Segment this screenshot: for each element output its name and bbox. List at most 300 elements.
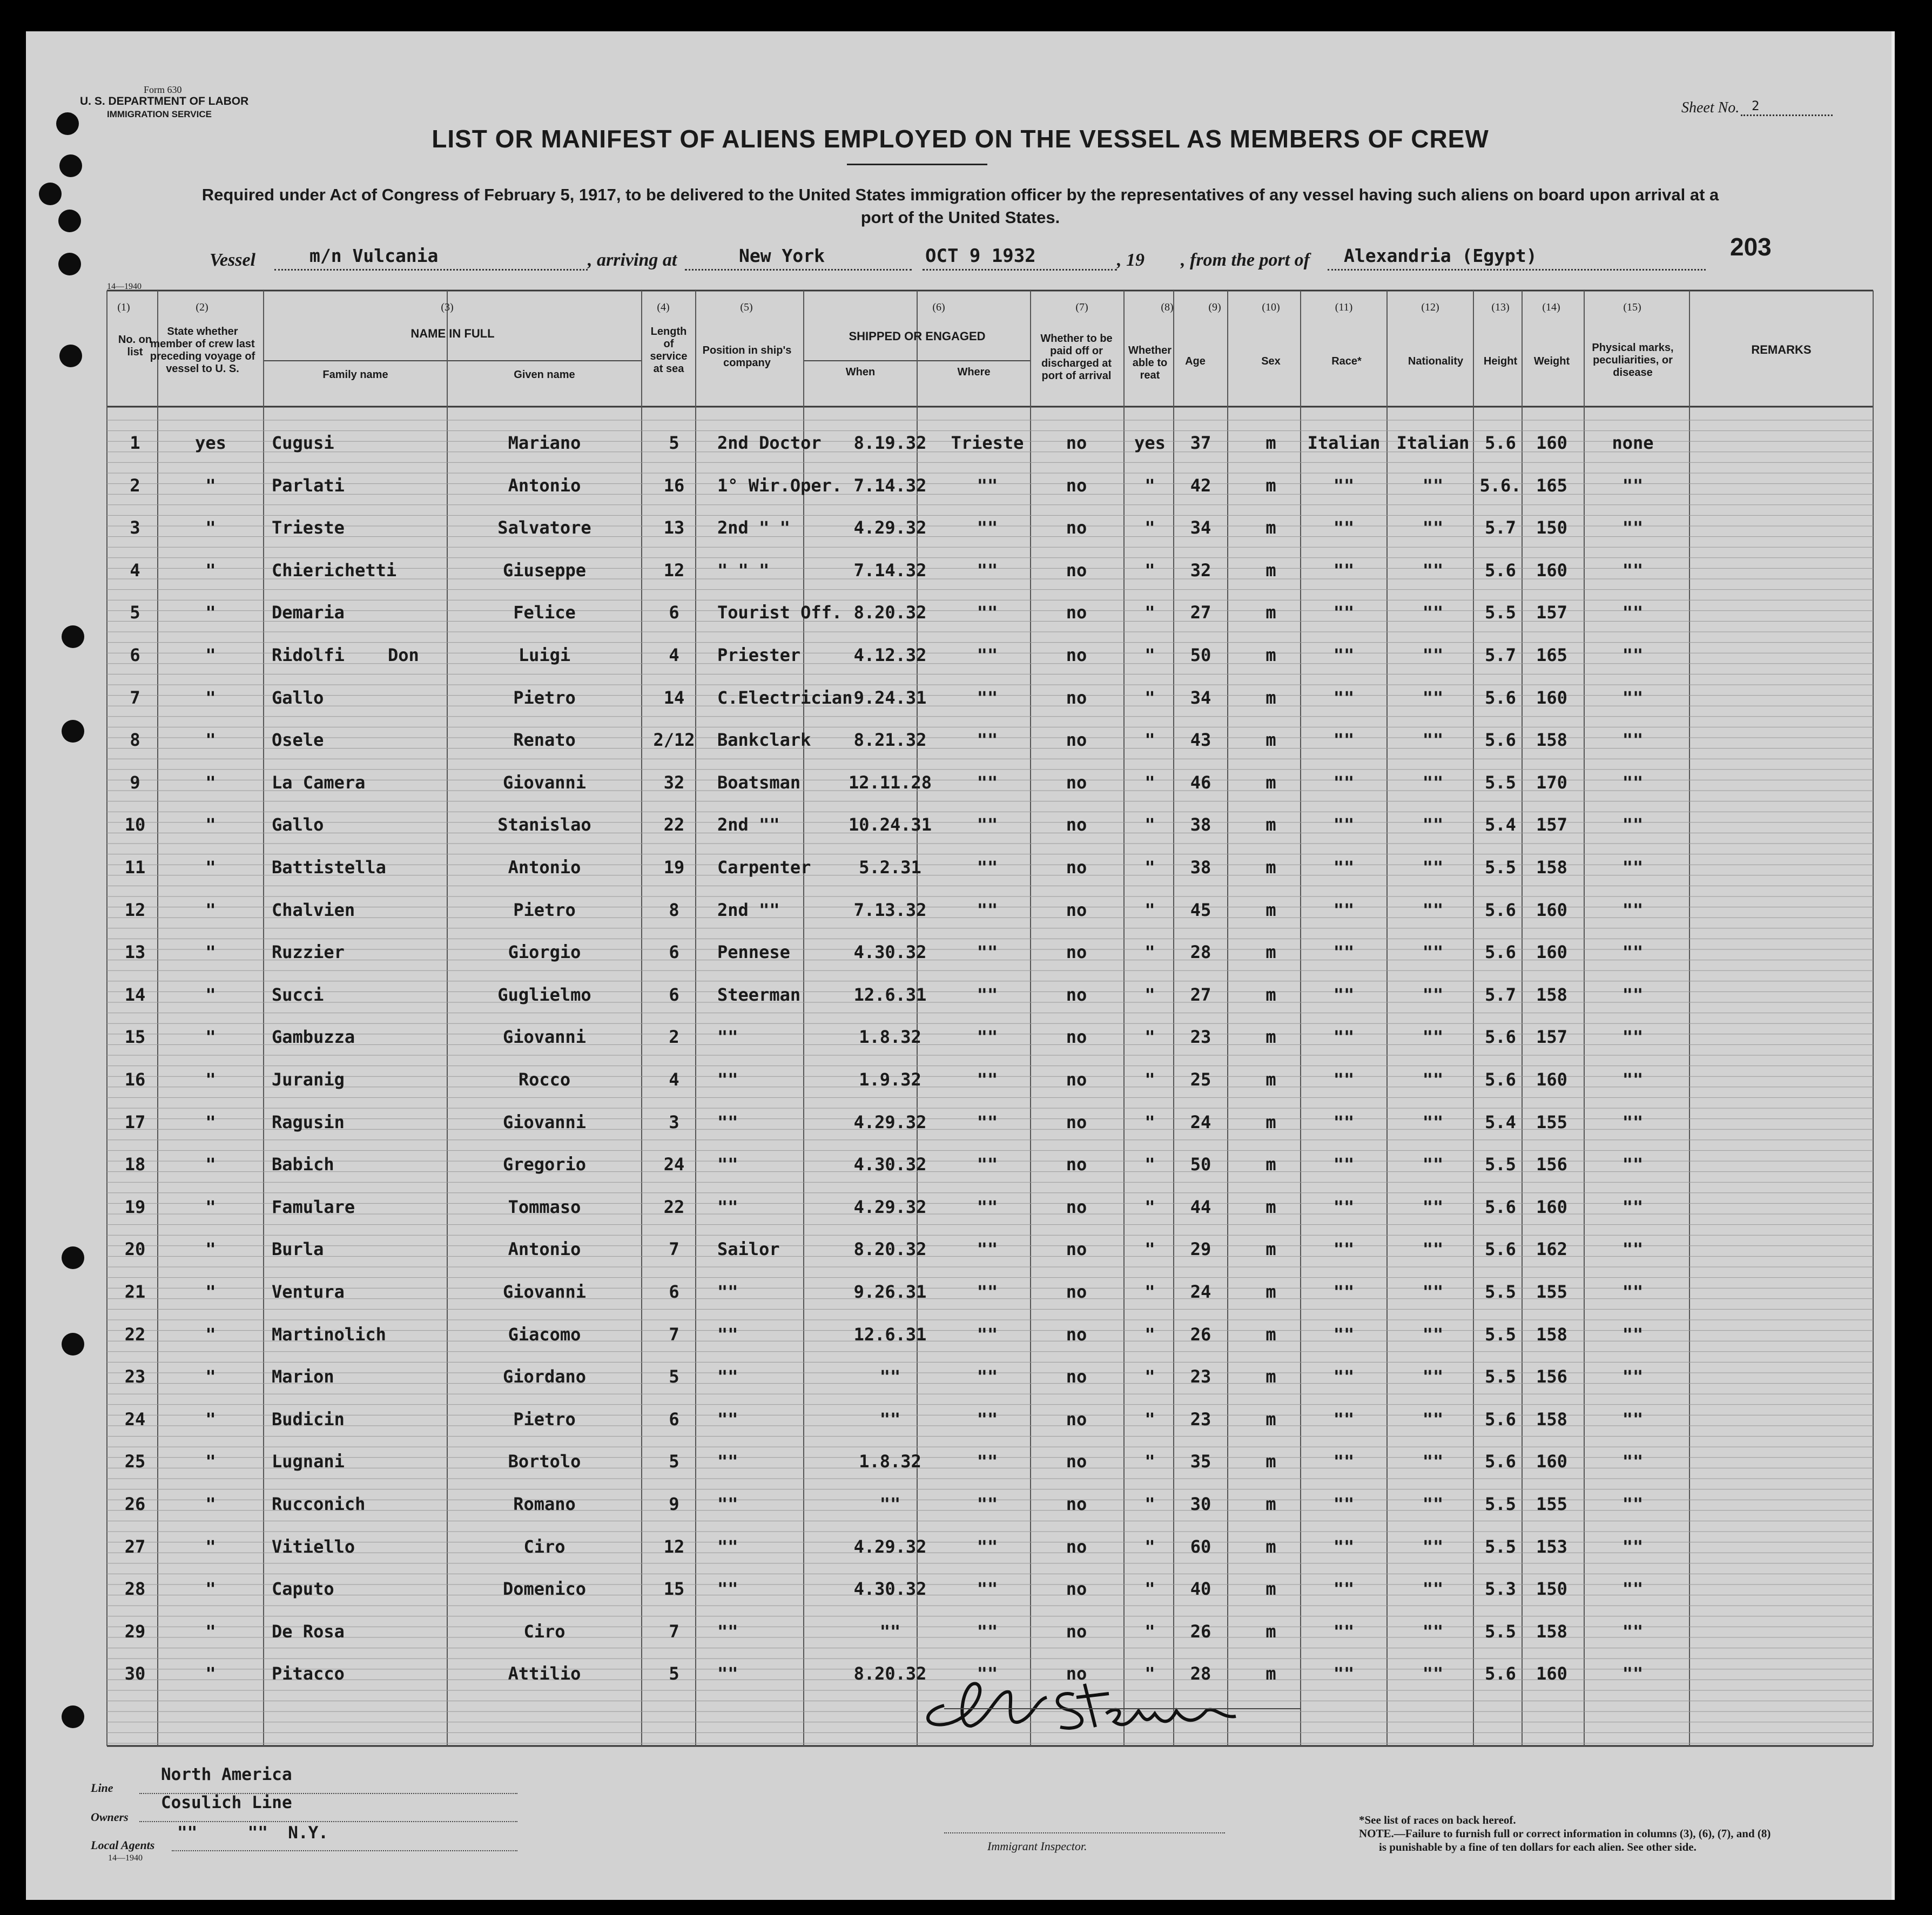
- manifest-sheet: [26, 31, 1895, 1900]
- physical-marks: "": [1622, 1196, 1644, 1217]
- table-row: [26, 803, 1895, 846]
- table-row: [26, 973, 1895, 1016]
- given-name: Rocco: [518, 1069, 571, 1090]
- previous-voyage: ": [205, 1366, 216, 1387]
- penalty-note-line2: is punishable by a fine of ten dollars for each alien. See other side.: [1379, 1840, 1697, 1853]
- engaged-where: "": [977, 1239, 998, 1260]
- weight: 160: [1536, 1196, 1567, 1217]
- owners-label: Owners: [91, 1810, 129, 1824]
- age: 38: [1190, 814, 1211, 835]
- weight: 155: [1536, 1282, 1567, 1302]
- engaged-when: 4.30.32: [853, 942, 927, 963]
- paid-off: no: [1066, 1324, 1087, 1345]
- ship-position: Steerman: [717, 984, 801, 1005]
- sex: m: [1265, 1451, 1276, 1472]
- physical-marks: "": [1622, 1324, 1644, 1345]
- page-title: LIST OR MANIFEST OF ALIENS EMPLOYED ON THE VESSEL AS MEMBERS OF CREW: [432, 125, 1489, 153]
- age: 26: [1190, 1621, 1211, 1642]
- height: 5.5: [1485, 772, 1516, 793]
- ship-position: Sailor: [717, 1239, 780, 1260]
- able-to-reat: ": [1145, 602, 1155, 623]
- year-label: , 19: [1117, 250, 1145, 270]
- row-number: 5: [130, 602, 140, 623]
- previous-voyage: ": [205, 1408, 216, 1429]
- height: 5.6: [1485, 899, 1516, 920]
- nationality: "": [1422, 602, 1444, 623]
- form-number: Form 630: [144, 84, 182, 95]
- physical-marks: "": [1622, 1536, 1644, 1557]
- sex: m: [1265, 772, 1276, 793]
- engaged-when: "": [879, 1366, 901, 1387]
- sex: m: [1265, 433, 1276, 453]
- table-row: [26, 591, 1895, 634]
- agents-value: "" "" N.Y.: [177, 1823, 328, 1843]
- engaged-where: "": [977, 814, 998, 835]
- engaged-where: "": [977, 1408, 998, 1429]
- paid-off: no: [1066, 1621, 1087, 1642]
- previous-voyage: ": [205, 475, 216, 496]
- given-name: Renato: [513, 730, 576, 751]
- age: 27: [1190, 984, 1211, 1005]
- engaged-when: 9.26.31: [853, 1282, 927, 1302]
- service-length: 5: [669, 1451, 679, 1472]
- engaged-when: 9.24.31: [853, 687, 927, 708]
- physical-marks: "": [1622, 559, 1644, 581]
- header-paid-off: Whether to be paid off or discharged at port of arrival: [1040, 333, 1113, 382]
- family-name: Famulare: [272, 1196, 355, 1217]
- ship-position: Tourist Off.: [717, 602, 843, 623]
- table-row: [26, 1355, 1895, 1398]
- sex: m: [1265, 1366, 1276, 1387]
- sex: m: [1265, 517, 1276, 538]
- paid-off: no: [1066, 942, 1087, 963]
- row-number: 28: [124, 1579, 146, 1600]
- engaged-when: 7.14.32: [853, 559, 927, 581]
- previous-voyage: ": [205, 1282, 216, 1302]
- paid-off: no: [1066, 475, 1087, 496]
- given-name: Felice: [513, 602, 576, 623]
- table-row: [26, 1101, 1895, 1144]
- paid-off: no: [1066, 1282, 1087, 1302]
- previous-voyage: ": [205, 942, 216, 963]
- race: "": [1333, 1663, 1355, 1684]
- nationality: "": [1422, 1536, 1444, 1557]
- row-number: 3: [130, 517, 140, 538]
- family-name: Chalvien: [272, 899, 355, 920]
- engaged-when: 4.29.32: [853, 1536, 927, 1557]
- weight: 155: [1536, 1111, 1567, 1132]
- nationality: Italian: [1396, 433, 1470, 453]
- family-name: Burla: [272, 1239, 324, 1260]
- engaged-where: "": [977, 559, 998, 581]
- service-length: 5: [669, 1366, 679, 1387]
- previous-voyage: ": [205, 1579, 216, 1600]
- table-row: [26, 1567, 1895, 1610]
- family-name: Caputo: [272, 1579, 334, 1600]
- ship-position: Bankclark: [717, 730, 811, 751]
- able-to-reat: ": [1145, 1408, 1155, 1429]
- height: 5.6: [1485, 687, 1516, 708]
- family-name: Ruzzier: [272, 942, 345, 963]
- engaged-where: "": [977, 1451, 998, 1472]
- row-number: 11: [124, 857, 146, 878]
- service-length: 22: [663, 814, 685, 835]
- physical-marks: "": [1622, 1451, 1644, 1472]
- engaged-where: "": [977, 1621, 998, 1642]
- table-row: [26, 464, 1895, 507]
- age: 34: [1190, 687, 1211, 708]
- height: 5.6: [1485, 559, 1516, 581]
- header-shipped-engaged: SHIPPED OR ENGAGED: [849, 329, 986, 343]
- age: 37: [1190, 433, 1211, 453]
- race: "": [1333, 942, 1355, 963]
- service-length: 13: [663, 517, 685, 538]
- age: 26: [1190, 1324, 1211, 1345]
- nationality: "": [1422, 730, 1444, 751]
- form-subtitle: Required under Act of Congress of February 5, 1917, to be delivered to the United States immigration officer by the representatives of any vessel having such aliens on board upon arrival at a: [201, 185, 1719, 204]
- physical-marks: "": [1622, 1239, 1644, 1260]
- family-name: Pitacco: [272, 1663, 345, 1684]
- height: 5.6: [1485, 942, 1516, 963]
- row-number: 1: [130, 433, 140, 453]
- paid-off: no: [1066, 899, 1087, 920]
- family-name: Martinolich: [272, 1324, 386, 1345]
- sex: m: [1265, 1536, 1276, 1557]
- agents-underline: [172, 1850, 517, 1851]
- able-to-reat: ": [1145, 984, 1155, 1005]
- family-name: Osele: [272, 730, 324, 751]
- engaged-when: 8.19.32: [853, 433, 927, 453]
- given-name: Domenico: [502, 1579, 587, 1600]
- engaged-when: 1.8.32: [859, 1027, 921, 1048]
- ship-position: 1° Wir.Oper.: [717, 475, 843, 496]
- race: "": [1333, 857, 1355, 878]
- previous-voyage: ": [205, 1663, 216, 1684]
- age: 34: [1190, 517, 1211, 538]
- given-name: Romano: [513, 1494, 576, 1514]
- row-number: 15: [124, 1027, 146, 1048]
- col-num-5: (5): [740, 301, 753, 313]
- service-length: 6: [669, 984, 679, 1005]
- sex: m: [1265, 1282, 1276, 1302]
- engaged-where: "": [977, 1663, 998, 1684]
- ship-position: "": [717, 1536, 738, 1557]
- weight: 160: [1536, 899, 1567, 920]
- row-number: 25: [124, 1451, 146, 1472]
- given-name: Stanislao: [497, 814, 591, 835]
- physical-marks: "": [1622, 475, 1644, 496]
- engaged-when: 4.29.32: [853, 517, 927, 538]
- able-to-reat: ": [1145, 857, 1155, 878]
- row-number: 9: [130, 772, 140, 793]
- paid-off: no: [1066, 1027, 1087, 1048]
- table-row: [26, 1610, 1895, 1653]
- paid-off: no: [1066, 1154, 1087, 1175]
- weight: 155: [1536, 1494, 1567, 1514]
- sex: m: [1265, 814, 1276, 835]
- weight: 156: [1536, 1366, 1567, 1387]
- previous-voyage: ": [205, 1451, 216, 1472]
- engaged-when: 12.11.28: [848, 772, 932, 793]
- engaged-when: "": [879, 1408, 901, 1429]
- age: 60: [1190, 1536, 1211, 1557]
- race: "": [1333, 687, 1355, 708]
- race: "": [1333, 1408, 1355, 1429]
- physical-marks: "": [1622, 984, 1644, 1005]
- race: "": [1333, 1579, 1355, 1600]
- able-to-reat: ": [1145, 1494, 1155, 1514]
- table-row: [26, 506, 1895, 549]
- engaged-when: 4.30.32: [853, 1579, 927, 1600]
- weight: 158: [1536, 984, 1567, 1005]
- engaged-where: "": [977, 645, 998, 665]
- family-name: Trieste: [272, 517, 345, 538]
- given-name: Tommaso: [508, 1196, 581, 1217]
- row-number: 4: [130, 559, 140, 581]
- weight: 158: [1536, 1621, 1567, 1642]
- sex: m: [1265, 475, 1276, 496]
- previous-voyage: ": [205, 687, 216, 708]
- service-name: IMMIGRATION SERVICE: [107, 109, 212, 119]
- given-name: Attilio: [508, 1663, 581, 1684]
- race: "": [1333, 814, 1355, 835]
- height: 5.5: [1485, 1324, 1516, 1345]
- height: 5.6: [1485, 1239, 1516, 1260]
- previous-voyage: ": [205, 1494, 216, 1514]
- family-name: Vitiello: [272, 1536, 355, 1557]
- height: 5.7: [1485, 517, 1516, 538]
- physical-marks: "": [1622, 730, 1644, 751]
- age: 30: [1190, 1494, 1211, 1514]
- nationality: "": [1422, 1196, 1444, 1217]
- race: "": [1333, 645, 1355, 665]
- service-length: 12: [663, 559, 685, 581]
- previous-voyage: ": [205, 857, 216, 878]
- given-name: Guglielmo: [497, 984, 591, 1005]
- engaged-where: "": [977, 687, 998, 708]
- able-to-reat: ": [1145, 687, 1155, 708]
- service-length: 6: [669, 602, 679, 623]
- row-number: 21: [124, 1282, 146, 1302]
- sex: m: [1265, 602, 1276, 623]
- header-able-to-reat: Whether able to reat: [1128, 345, 1172, 381]
- previous-voyage: ": [205, 772, 216, 793]
- service-length: 4: [669, 645, 679, 665]
- sex: m: [1265, 1494, 1276, 1514]
- height: 5.3: [1485, 1579, 1516, 1600]
- physical-marks: "": [1622, 645, 1644, 665]
- height: 5.6: [1485, 1408, 1516, 1429]
- page-number: 203: [1730, 233, 1772, 261]
- given-name: Antonio: [508, 475, 581, 496]
- engaged-where: "": [977, 602, 998, 623]
- header-position: Position in ship's company: [702, 345, 792, 369]
- physical-marks: "": [1622, 517, 1644, 538]
- row-number: 7: [130, 687, 140, 708]
- engaged-when: 7.14.32: [853, 475, 927, 496]
- able-to-reat: ": [1145, 1196, 1155, 1217]
- service-length: 16: [663, 475, 685, 496]
- table-row: [26, 888, 1895, 932]
- sex: m: [1265, 730, 1276, 751]
- paid-off: no: [1066, 1069, 1087, 1090]
- paid-off: no: [1066, 1196, 1087, 1217]
- vessel-label: Vessel: [210, 250, 255, 270]
- engaged-when: "": [879, 1621, 901, 1642]
- given-name: Giuseppe: [502, 559, 587, 581]
- weight: 157: [1536, 814, 1567, 835]
- family-name: Lugnani: [272, 1451, 345, 1472]
- weight: 160: [1536, 559, 1567, 581]
- able-to-reat: ": [1145, 1451, 1155, 1472]
- weight: 158: [1536, 730, 1567, 751]
- height: 5.5: [1485, 1536, 1516, 1557]
- race: "": [1333, 1282, 1355, 1302]
- race: "": [1333, 559, 1355, 581]
- header-weight: Weight: [1533, 355, 1570, 367]
- previous-voyage: ": [205, 984, 216, 1005]
- race: "": [1333, 475, 1355, 496]
- engaged-where: "": [977, 857, 998, 878]
- given-name: Gregorio: [502, 1154, 587, 1175]
- row-number: 14: [124, 984, 146, 1005]
- header-length-service: Length of service at sea: [650, 326, 688, 375]
- nationality: "": [1422, 984, 1444, 1005]
- weight: 160: [1536, 942, 1567, 963]
- ship-position: "": [717, 1324, 738, 1345]
- given-name: Pietro: [513, 1408, 576, 1429]
- age: 27: [1190, 602, 1211, 623]
- previous-voyage: ": [205, 645, 216, 665]
- height: 5.6.: [1479, 475, 1522, 496]
- row-number: 12: [124, 899, 146, 920]
- service-length: 24: [663, 1154, 685, 1175]
- weight: 160: [1536, 687, 1567, 708]
- nationality: "": [1422, 1027, 1444, 1048]
- paid-off: no: [1066, 645, 1087, 665]
- header-state-whether: State whether member of crew last preceding voyage of vessel to U. S.: [150, 326, 255, 375]
- table-row: [26, 1313, 1895, 1356]
- age: 44: [1190, 1196, 1211, 1217]
- race: "": [1333, 1536, 1355, 1557]
- height: 5.6: [1485, 433, 1516, 453]
- engaged-where: "": [977, 1494, 998, 1514]
- inspector-label: Immigrant Inspector.: [987, 1839, 1087, 1853]
- given-name: Bortolo: [508, 1451, 581, 1472]
- family-name: Chierichetti: [272, 559, 397, 581]
- weight: 160: [1536, 1663, 1567, 1684]
- physical-marks: "": [1622, 602, 1644, 623]
- engaged-when: 1.8.32: [859, 1451, 921, 1472]
- given-name: Giovanni: [502, 1027, 587, 1048]
- previous-voyage: ": [205, 517, 216, 538]
- paid-off: no: [1066, 1579, 1087, 1600]
- height: 5.6: [1485, 1027, 1516, 1048]
- physical-marks: "": [1622, 857, 1644, 878]
- engaged-where: "": [977, 942, 998, 963]
- engaged-where: "": [977, 1196, 998, 1217]
- engaged-where: "": [977, 984, 998, 1005]
- sex: m: [1265, 857, 1276, 878]
- weight: 165: [1536, 475, 1567, 496]
- age: 28: [1190, 1663, 1211, 1684]
- arrival-port: New York: [739, 245, 825, 266]
- service-length: 5: [669, 1663, 679, 1684]
- engaged-when: 12.6.31: [853, 1324, 927, 1345]
- sex: m: [1265, 984, 1276, 1005]
- paid-off: no: [1066, 1111, 1087, 1132]
- ship-position: Boatsman: [717, 772, 801, 793]
- col-num-8: (8): [1161, 301, 1174, 313]
- family-name: Ventura: [272, 1282, 345, 1302]
- nationality: "": [1422, 517, 1444, 538]
- engaged-when: 10.24.31: [848, 814, 932, 835]
- engaged-where: "": [977, 730, 998, 751]
- ship-position: "": [717, 1282, 738, 1302]
- sheet-label: Sheet No.: [1681, 99, 1740, 116]
- able-to-reat: ": [1145, 1536, 1155, 1557]
- ship-position: "": [717, 1408, 738, 1429]
- physical-marks: none: [1612, 433, 1654, 453]
- physical-marks: "": [1622, 1621, 1644, 1642]
- engaged-where: "": [977, 772, 998, 793]
- age: 29: [1190, 1239, 1211, 1260]
- nationality: "": [1422, 942, 1444, 963]
- height: 5.5: [1485, 1154, 1516, 1175]
- weight: 160: [1536, 1069, 1567, 1090]
- age: 46: [1190, 772, 1211, 793]
- col-num-13: (13): [1491, 301, 1510, 313]
- row-number: 30: [124, 1663, 146, 1684]
- race: "": [1333, 1451, 1355, 1472]
- family-name: Demaria: [272, 602, 345, 623]
- department-name: U. S. DEPARTMENT OF LABOR: [80, 95, 249, 107]
- engaged-when: 8.20.32: [853, 602, 927, 623]
- weight: 165: [1536, 645, 1567, 665]
- ship-position: 2nd Doctor: [717, 433, 822, 453]
- row-number: 23: [124, 1366, 146, 1387]
- previous-voyage: ": [205, 1154, 216, 1175]
- able-to-reat: ": [1145, 942, 1155, 963]
- previous-voyage: ": [205, 1196, 216, 1217]
- able-to-reat: ": [1145, 1027, 1155, 1048]
- race: "": [1333, 772, 1355, 793]
- age: 24: [1190, 1282, 1211, 1302]
- table-row: [26, 930, 1895, 974]
- weight: 150: [1536, 517, 1567, 538]
- table-row: [26, 1440, 1895, 1483]
- ship-position: "": [717, 1494, 738, 1514]
- able-to-reat: ": [1145, 1621, 1155, 1642]
- service-length: 6: [669, 1408, 679, 1429]
- sex: m: [1265, 687, 1276, 708]
- height: 5.5: [1485, 1494, 1516, 1514]
- given-name: Giacomo: [508, 1324, 581, 1345]
- sex: m: [1265, 942, 1276, 963]
- family-name: La Camera: [272, 772, 366, 793]
- family-name: Parlati: [272, 475, 345, 496]
- table-row: [26, 761, 1895, 804]
- height: 5.6: [1485, 730, 1516, 751]
- engaged-where: "": [977, 475, 998, 496]
- departure-port: Alexandria (Egypt): [1344, 245, 1537, 266]
- able-to-reat: ": [1145, 1069, 1155, 1090]
- ship-position: "": [717, 1663, 738, 1684]
- nationality: "": [1422, 645, 1444, 665]
- able-to-reat: ": [1145, 1282, 1155, 1302]
- nationality: "": [1422, 1579, 1444, 1600]
- paid-off: no: [1066, 857, 1087, 878]
